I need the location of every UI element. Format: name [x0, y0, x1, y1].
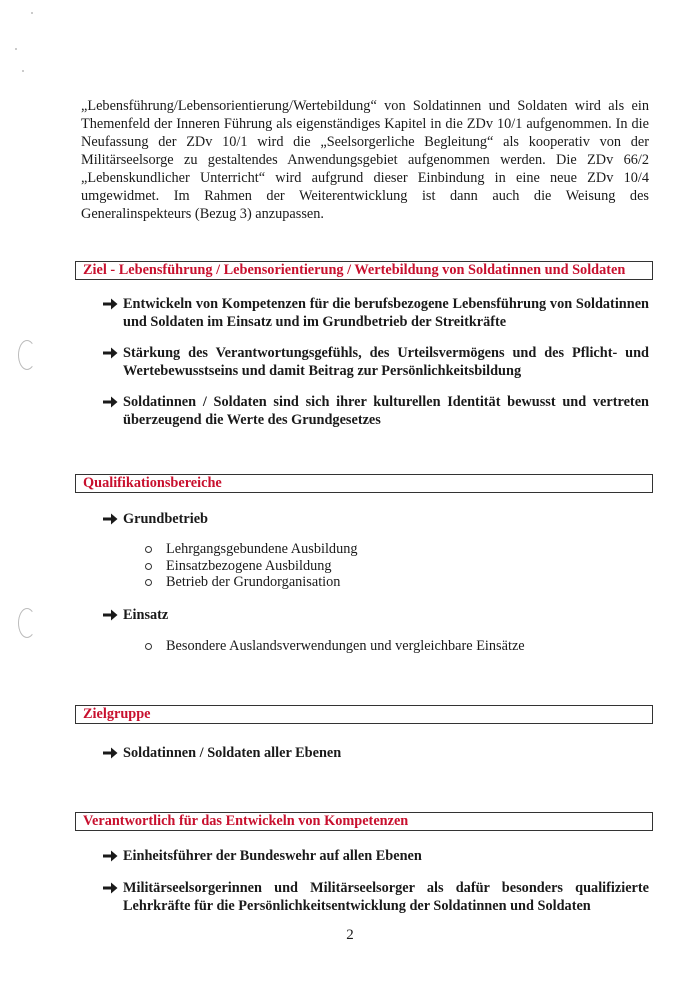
scan-speck — [15, 48, 17, 50]
sub-list-item — [145, 574, 358, 591]
list-item-text: Entwickeln von Kompetenzen für die berufsbezogene Lebensführung von Soldatinnen und Soldaten im Einsatz und im Grundbetrieb der Streitkräfte — [123, 296, 649, 330]
punch-hole-mark — [18, 340, 36, 370]
section-heading-zielgruppe: Zielgruppe — [75, 705, 653, 724]
list-item — [103, 744, 649, 762]
circle-bullet-icon — [145, 563, 152, 570]
list-item-text: Soldatinnen / Soldaten aller Ebenen — [123, 745, 342, 761]
sub-list-grundbetrieb — [145, 541, 358, 591]
sub-list-item — [145, 541, 358, 558]
sub-list-einsatz — [145, 638, 525, 655]
list-item-text: Stärkung des Verantwortungsgefühls, des Urteilsvermögens und des Pflicht- und Wertebewusstseins und damit Beitrag zur Persönlichkeitsbildung — [123, 345, 649, 379]
list-item — [103, 295, 649, 331]
arrow-right-icon — [103, 512, 118, 526]
list-item-einsatz — [103, 606, 649, 624]
list-item — [103, 344, 649, 380]
arrow-right-icon — [103, 849, 118, 863]
sub-list-item-text: Betrieb der Grundorganisation — [166, 574, 341, 590]
list-item-text: Soldatinnen / Soldaten sind sich ihrer kulturellen Identität bewusst und vertreten überzeugend die Werte des Grundgesetzes — [123, 394, 649, 428]
punch-hole-mark — [18, 608, 36, 638]
sub-list-item — [145, 638, 525, 655]
circle-bullet-icon — [145, 546, 152, 553]
sub-list-item-text: Lehrgangsgebundene Ausbildung — [166, 541, 358, 557]
list-item — [103, 847, 649, 865]
section-heading-verantwortlich: Verantwortlich für das Entwickeln von Kompetenzen — [75, 812, 653, 831]
intro-paragraph: „Lebensführung/Lebensorientierung/Wertebildung“ von Soldatinnen und Soldaten wird als ein Themenfeld der Inneren Führung als eigenständiges Kapitel in die ZDv 10/1 aufgenommen. In die Neufassung der ZDv 10/1 wird die „Seelsorgerliche Begleitung“ als kooperativ von der Militärseelsorge zu gestaltendes Anwendungsgebiet aufgenommen werden. Die ZDv 66/2 „Lebenskundlicher Unterricht“ wird aufgrund dieser Einbindung in eine neue ZDv 10/4 umgewidmet. Im Rahmen der Weiterentwicklung ist dann auch die Weisung des Generalinspekteurs (Bezug 3) anzupassen. — [81, 98, 649, 222]
list-item-text: Militärseelsorgerinnen und Militärseelsorger als dafür besonders qualifizierte Lehrkräfte für die Persönlichkeitsentwicklung der Soldatinnen und Soldaten — [123, 880, 649, 914]
list-item — [103, 879, 649, 915]
list-item-grundbetrieb — [103, 510, 649, 528]
scan-speck — [22, 70, 24, 72]
circle-bullet-icon — [145, 579, 152, 586]
scan-speck — [31, 12, 33, 14]
arrow-right-icon — [103, 395, 118, 409]
list-item-text: Einheitsführer der Bundeswehr auf allen Ebenen — [123, 848, 422, 864]
sub-list-item-text: Besondere Auslandsverwendungen und vergleichbare Einsätze — [166, 638, 525, 654]
arrow-right-icon — [103, 746, 118, 760]
list-item-text: Einsatz — [123, 607, 169, 623]
circle-bullet-icon — [145, 643, 152, 650]
arrow-right-icon — [103, 346, 118, 360]
section-heading-ziel: Ziel - Lebensführung / Lebensorientierung / Wertebildung von Soldatinnen und Soldaten — [75, 261, 653, 280]
page-number: 2 — [346, 927, 354, 943]
sub-list-item — [145, 558, 358, 575]
list-item — [103, 393, 649, 429]
arrow-right-icon — [103, 297, 118, 311]
arrow-right-icon — [103, 881, 118, 895]
list-item-text: Grundbetrieb — [123, 511, 208, 527]
arrow-right-icon — [103, 608, 118, 622]
sub-list-item-text: Einsatzbezogene Ausbildung — [166, 557, 332, 574]
section-heading-qualifikation: Qualifikationsbereiche — [75, 474, 653, 493]
